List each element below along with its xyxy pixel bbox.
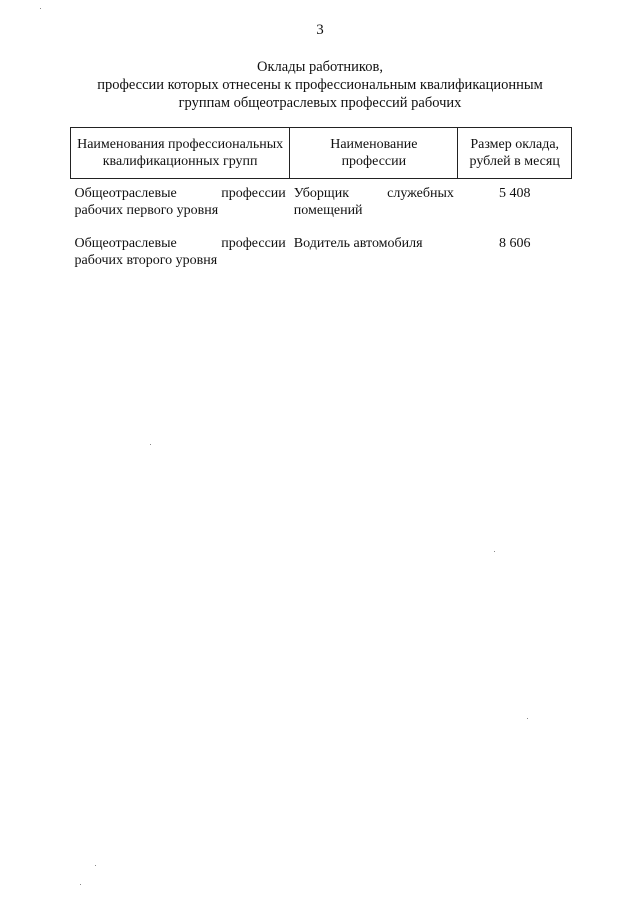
header-group: Наименования профессиональных квалификационных групп bbox=[71, 128, 290, 179]
document-title bbox=[60, 58, 580, 112]
table-row bbox=[71, 229, 572, 279]
title-line-2: профессии которых отнесены к профессиональным квалификационным bbox=[97, 77, 543, 93]
cell-salary: 8 606 bbox=[498, 236, 531, 251]
header-profession: Наименование профессии bbox=[290, 128, 458, 179]
cell-group: Общеотраслевые профессии рабочих первого уровня bbox=[74, 186, 286, 218]
cell-salary: 5 408 bbox=[498, 186, 531, 201]
table-header-row bbox=[71, 128, 572, 179]
header-salary: Размер оклада, рублей в месяц bbox=[458, 128, 572, 179]
cell-profession: Водитель автомобиля bbox=[293, 236, 423, 251]
scan-speck bbox=[527, 718, 528, 719]
scan-speck bbox=[494, 551, 495, 552]
table-row bbox=[71, 179, 572, 230]
cell-group: Общеотраслевые профессии рабочих второго уровня bbox=[74, 236, 286, 268]
scan-speck bbox=[40, 8, 41, 9]
page-number: 3 bbox=[316, 22, 324, 38]
scan-speck bbox=[150, 444, 151, 445]
cell-profession: Уборщик служебных помещений bbox=[293, 186, 454, 218]
title-line-3: группам общеотраслевых профессий рабочих bbox=[178, 95, 462, 111]
salary-table bbox=[70, 127, 572, 279]
scan-speck bbox=[80, 884, 81, 885]
scan-speck bbox=[95, 865, 96, 866]
title-line-1: Оклады работников, bbox=[257, 59, 383, 75]
